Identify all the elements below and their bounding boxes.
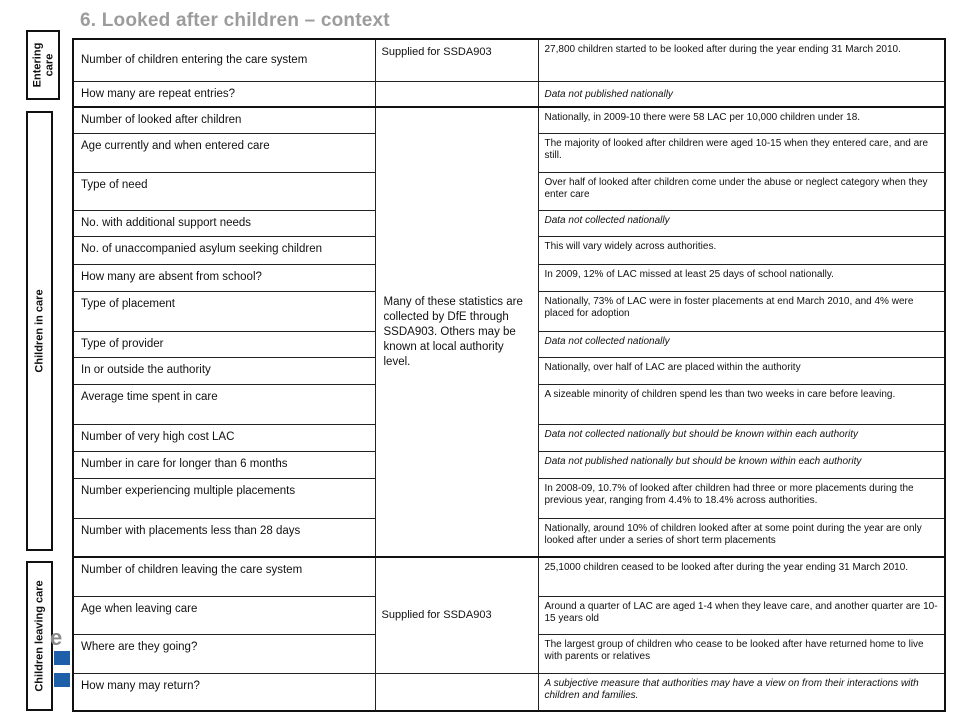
- answer-cell: In 2008-09, 10.7% of looked after children had three or more placements during the previous year, ranging from 4.4% to 18.4% across authorities.: [538, 478, 945, 518]
- question-cell: Age currently and when entered care: [73, 133, 375, 172]
- answer-cell: This will vary widely across authorities.: [538, 236, 945, 264]
- answer-cell: Around a quarter of LAC are aged 1-4 when they leave care, and another quarter are 10-15 years old: [538, 596, 945, 634]
- question-cell: In or outside the authority: [73, 357, 375, 384]
- answer-cell: The majority of looked after children were aged 10-15 when they entered care, and are still.: [538, 133, 945, 172]
- question-cell: No. with additional support needs: [73, 210, 375, 236]
- question-cell: How many may return?: [73, 673, 375, 711]
- question-cell: Number experiencing multiple placements: [73, 478, 375, 518]
- answer-cell: Data not published nationally but should be known within each authority: [538, 451, 945, 478]
- table-row: [73, 81, 945, 107]
- question-cell: Type of provider: [73, 331, 375, 357]
- table-row: [73, 39, 945, 81]
- answer-cell: 27,800 children started to be looked after during the year ending 31 March 2010.: [538, 39, 945, 81]
- table-row: [73, 557, 945, 596]
- section-label-text: Children in care: [33, 289, 46, 373]
- answer-cell: Nationally, around 10% of children looked after at some point during the year are only looked after under a series of short term placements: [538, 518, 945, 557]
- answer-cell: 25,1000 children ceased to be looked after during the year ending 31 March 2010.: [538, 557, 945, 596]
- page-title: 6. Looked after children – context: [80, 10, 390, 31]
- source-cell-empty: [375, 673, 538, 711]
- answer-cell: Nationally, 73% of LAC were in foster placements at end March 2010, and 4% were placed for adoption: [538, 291, 945, 331]
- question-cell: No. of unaccompanied asylum seeking children: [73, 236, 375, 264]
- table-row: [73, 107, 945, 133]
- answer-cell: Nationally, in 2009-10 there were 58 LAC per 10,000 children under 18.: [538, 107, 945, 133]
- source-cell-merged: Supplied for SSDA903: [375, 557, 538, 673]
- answer-cell: Over half of looked after children come under the abuse or neglect category when they enter care: [538, 172, 945, 210]
- answer-cell: A subjective measure that authorities may have a view on from their interactions with children and families.: [538, 673, 945, 711]
- section-label-entering-care: [26, 30, 60, 100]
- question-cell: How many are repeat entries?: [73, 81, 375, 107]
- section-label-text: Children leaving care: [33, 580, 46, 692]
- question-cell: Age when leaving care: [73, 596, 375, 634]
- answer-cell: A sizeable minority of children spend les than two weeks in care before leaving.: [538, 384, 945, 424]
- answer-cell: Nationally, over half of LAC are placed within the authority: [538, 357, 945, 384]
- question-cell: Where are they going?: [73, 634, 375, 673]
- question-cell: Type of need: [73, 172, 375, 210]
- question-cell: Number with placements less than 28 days: [73, 518, 375, 557]
- logo-graphic: e: [52, 625, 76, 695]
- context-table: [72, 38, 946, 712]
- section-label-leaving-care: [26, 561, 53, 711]
- question-cell: Number of very high cost LAC: [73, 424, 375, 451]
- answer-cell: Data not collected nationally: [538, 210, 945, 236]
- table-row: [73, 673, 945, 711]
- answer-cell: In 2009, 12% of LAC missed at least 25 days of school nationally.: [538, 264, 945, 291]
- question-cell: Number of looked after children: [73, 107, 375, 133]
- answer-cell: Data not collected nationally: [538, 331, 945, 357]
- section-label-children-in-care: [26, 111, 53, 551]
- section-label-text: Entering care: [31, 42, 55, 88]
- question-cell: Average time spent in care: [73, 384, 375, 424]
- answer-cell: Data not collected nationally but should be known within each authority: [538, 424, 945, 451]
- source-cell-empty: [375, 81, 538, 107]
- source-cell: Supplied for SSDA903: [375, 39, 538, 81]
- question-cell: Number of children leaving the care system: [73, 557, 375, 596]
- question-cell: Type of placement: [73, 291, 375, 331]
- answer-cell: Data not published nationally: [538, 81, 945, 107]
- question-cell: Number of children entering the care system: [73, 39, 375, 81]
- source-cell-merged: Many of these statistics are collected by DfE through SSDA903. Others may be known at local authority level.: [375, 107, 538, 557]
- question-cell: Number in care for longer than 6 months: [73, 451, 375, 478]
- question-cell: How many are absent from school?: [73, 264, 375, 291]
- answer-cell: The largest group of children who cease to be looked after have returned home to live with parents or relatives: [538, 634, 945, 673]
